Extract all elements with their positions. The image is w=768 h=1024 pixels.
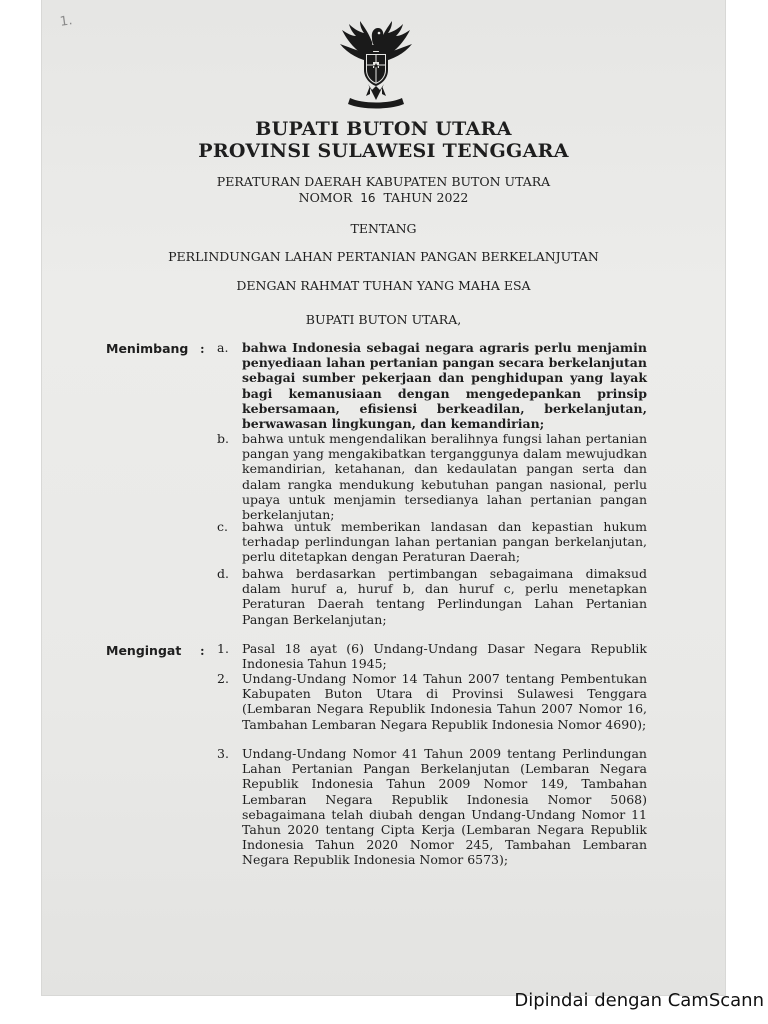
item-text: bahwa berdasarkan pertimbangan sebagaimana dimaksud dalam huruf a, huruf b, dan huruf c, perlu menetapkan Peraturan Daerah tentang Perlindungan Lahan Pertanian Pangan Berkelanjutan; [242,566,647,627]
item-marker: 2. [217,671,229,686]
menimbang-item-a [217,340,647,431]
tentang-heading: TENTANG [350,221,417,236]
scanner-watermark: Dipindai dengan CamScann [514,990,764,1011]
menimbang-colon: : [200,341,205,356]
tahun-text: TAHUN 2022 [383,190,469,205]
menimbang-item-b [217,431,647,522]
item-marker: d. [217,566,229,581]
garuda-pancasila-emblem-icon [328,16,424,112]
item-text: bahwa untuk mengendalikan beralihnya fungsi lahan pertanian pangan yang mengakibatkan terganggunya dalam mewujudkan kemandirian, ketahanan, dan kedaulatan pangan serta dan dalam rangka mendukung kebutuhan pangan nasional, perlu upaya untuk menjamin tersedianya lahan pertanian pangan berkelanjutan; [242,431,647,523]
item-marker: 1. [217,641,229,656]
mengingat-colon: : [200,643,205,658]
regulation-subject: PERLINDUNGAN LAHAN PERTANIAN PANGAN BERKELANJUTAN [168,249,599,264]
issuer-line: BUPATI BUTON UTARA, [305,312,462,327]
mengingat-item-1 [217,641,647,671]
menimbang-item-d [217,566,647,627]
mengingat-label: Mengingat [106,643,182,658]
margin-mark: 1. [59,13,74,30]
provinsi-heading: PROVINSI SULAWESI TENGGARA [198,140,569,162]
scanned-page [42,0,725,995]
item-marker: c. [217,519,228,534]
item-text: bahwa Indonesia sebagai negara agraris perlu menjamin penyediaan lahan pertanian pangan secara berkelanjutan sebagai sumber pekerjaan dan penghidupan yang layak bagi kemanusiaan dengan mengedepankan prinsip kebersamaan, efisiensi berkeadilan, berkelanjutan, berwawasan lingkungan, dan kemandirian; [242,340,647,432]
mengingat-item-3 [217,746,647,868]
regulation-number-line [42,190,725,205]
regulation-title: PERATURAN DAERAH KABUPATEN BUTON UTARA [216,174,551,189]
item-text: bahwa untuk memberikan landasan dan kepastian hukum terhadap perlindungan lahan pertanian pangan berkelanjutan, perlu ditetapkan dengan Peraturan Daerah; [242,519,647,565]
item-text: Undang-Undang Nomor 41 Tahun 2009 tentang Perlindungan Lahan Pertanian Pangan Berkelanjutan (Lembaran Negara Republik Indonesia Tahun 2009 Nomor 149, Tambahan Lembaran Negara Republik Indonesia Nomor 5068) sebagaimana telah diubah dengan Undang-Undang Nomor 11 Tahun 2020 tentang Cipta Kerja (Lembaran Negara Republik Indonesia Tahun 2020 Nomor 245, Tambahan Lembaran Negara Republik Indonesia Nomor 6573); [242,746,647,868]
item-marker: b. [217,431,229,446]
item-marker: 3. [217,746,229,761]
item-text: Undang-Undang Nomor 14 Tahun 2007 tentang Pembentukan Kabupaten Buton Utara di Provinsi Sulawesi Tenggara (Lembaran Negara Republik Indonesia Tahun 2007 Nomor 16, Tambahan Lembaran Negara Republik Indonesia Nomor 4690); [242,671,647,732]
item-marker: a. [217,340,229,355]
mengingat-item-2 [217,671,647,732]
menimbang-label: Menimbang [106,341,189,356]
item-text: Pasal 18 ayat (6) Undang-Undang Dasar Negara Republik Indonesia Tahun 1945; [242,641,647,672]
nomor-value: 16 [360,191,376,205]
rahmat-line: DENGAN RAHMAT TUHAN YANG MAHA ESA [236,278,531,293]
menimbang-item-c [217,519,647,565]
nomor-prefix: NOMOR [298,190,353,205]
bupati-heading: BUPATI BUTON UTARA [255,118,512,140]
